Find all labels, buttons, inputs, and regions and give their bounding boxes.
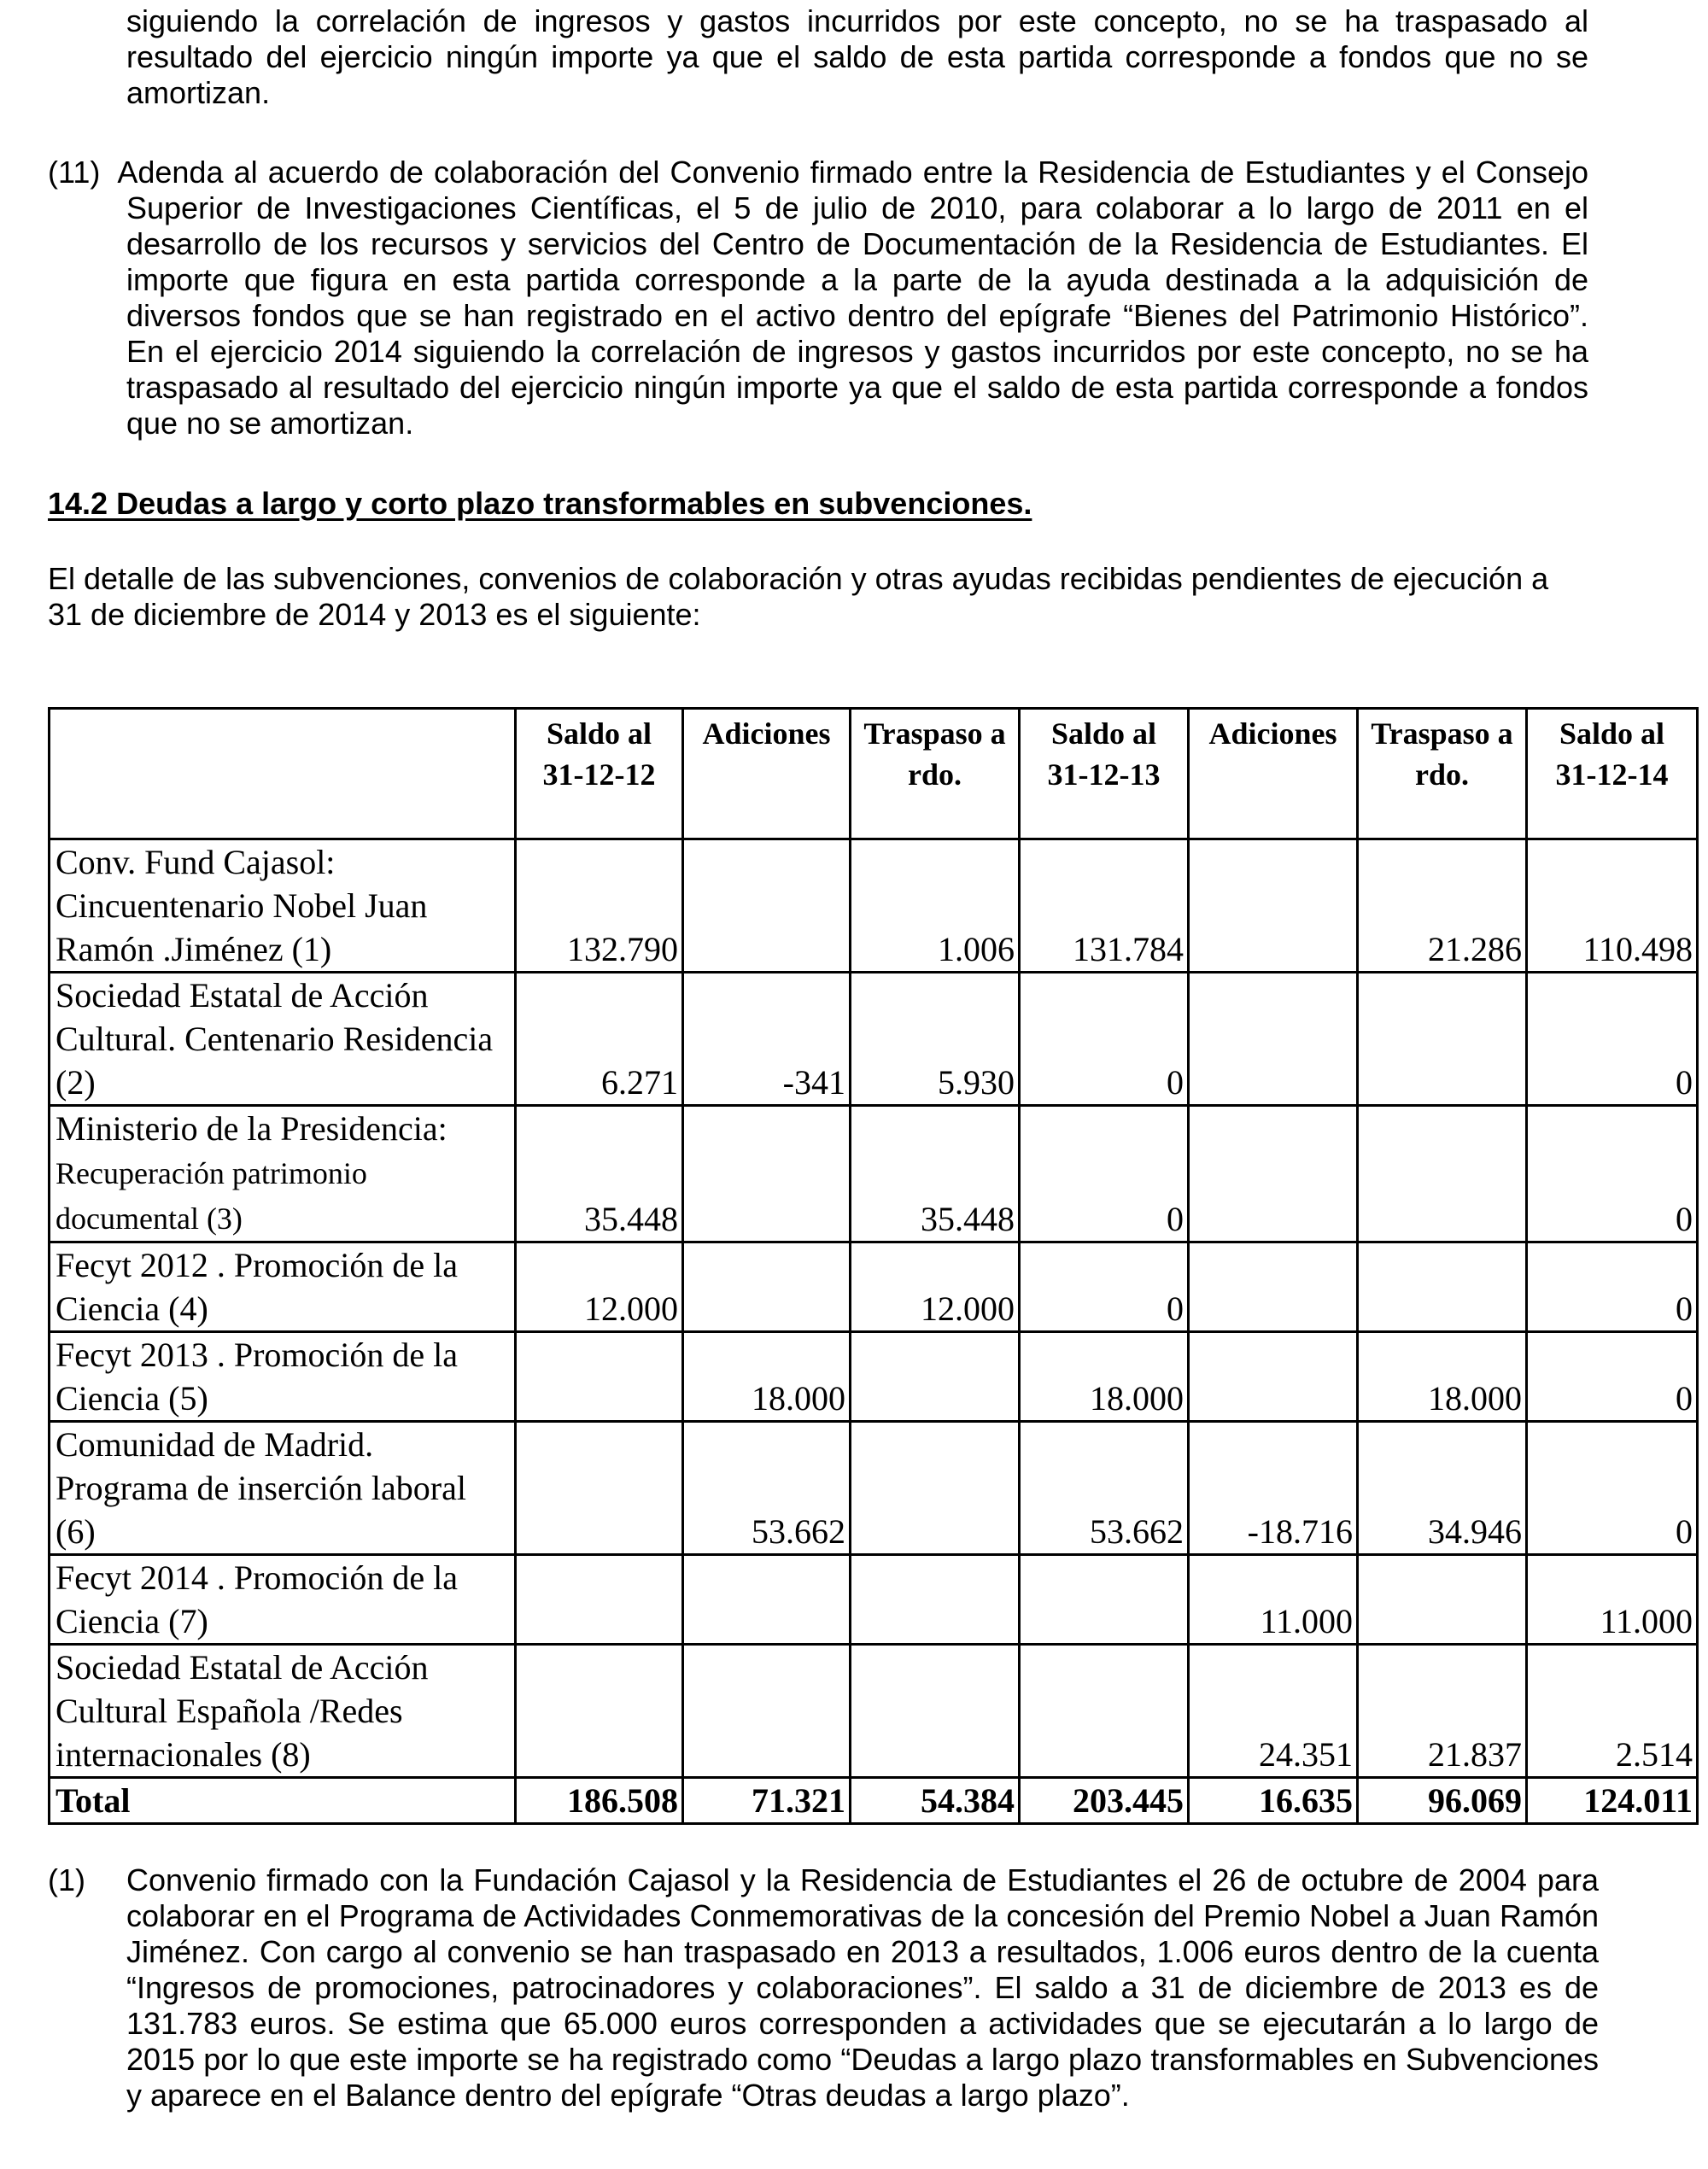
row-label-line: documental (3)	[56, 1201, 243, 1236]
value-cell	[683, 839, 851, 973]
note-11-text: Adenda al acuerdo de colaboración del Convenio firmado entre la Residencia de Estudiantes y el Consejo Superior de Investigaciones Científicas, el 5 de julio de 2010, para colaborar a lo largo de 2011 en el desarrollo de los recursos y servicios del Centro de Documentación de la Residencia de Estudiantes. El importe que figura en esta partida corresponde a la parte de la ayuda destinada a la adquisición de diversos fondos que se han registrado en el activo dentro del epígrafe “Bienes del Patrimonio Histórico”. En el ejercicio 2014 siguiendo la correlación de ingresos y gastos incurridos por este concepto, no se ha traspasado al resultado del ejercicio ningún importe ya que el saldo de esta partida corresponde a fondos que no se amortizan.	[117, 155, 1588, 441]
section-heading: 14.2 Deudas a largo y corto plazo transformables en subvenciones.	[48, 486, 1032, 521]
row-label-line: Fecyt 2014 . Promoción de la	[56, 1558, 459, 1597]
value-cell	[851, 1645, 1020, 1778]
row-label	[50, 839, 516, 973]
value-cell: 1.006	[851, 839, 1020, 973]
row-label-line: Ministerio de la Presidencia:	[56, 1109, 447, 1148]
row-label-line: Fecyt 2013 . Promoción de la	[56, 1336, 459, 1374]
note-11-marker: (11)	[48, 155, 101, 190]
table-row	[50, 973, 1698, 1106]
subsidies-table	[48, 707, 1699, 1825]
row-label-line: Ciencia (7)	[56, 1602, 208, 1640]
footnote-1	[48, 1862, 1599, 2113]
row-label	[50, 1332, 516, 1422]
header-saldo-31-12-12: Saldo al 31-12-12	[516, 709, 683, 839]
total-value-cell: 203.445	[1020, 1778, 1189, 1824]
value-cell	[1020, 1555, 1189, 1645]
row-label-line: Ciencia (4)	[56, 1289, 208, 1328]
row-label	[50, 1422, 516, 1555]
header-saldo-31-12-13: Saldo al 31-12-13	[1020, 709, 1189, 839]
table-row	[50, 1422, 1698, 1555]
value-cell: 132.790	[516, 839, 683, 973]
table-row	[50, 1332, 1698, 1422]
value-cell	[1189, 1242, 1358, 1332]
value-cell: 35.448	[851, 1106, 1020, 1242]
paragraph-continuation: siguiendo la correlación de ingresos y gastos incurridos por este concepto, no se ha traspasado al resultado del ejercicio ningún importe ya que el saldo de esta partida corresponde a fondos que no se amortizan.	[126, 3, 1588, 110]
value-cell: 0	[1527, 1106, 1698, 1242]
value-cell: 0	[1527, 1242, 1698, 1332]
value-cell: 6.271	[516, 973, 683, 1106]
row-label	[50, 1645, 516, 1778]
value-cell: 21.837	[1358, 1645, 1527, 1778]
row-label	[50, 1555, 516, 1645]
row-label-line: (2)	[56, 1063, 96, 1102]
table-row	[50, 1106, 1698, 1242]
value-cell: 21.286	[1358, 839, 1527, 973]
total-row	[50, 1778, 1698, 1824]
row-label-line: Comunidad de Madrid.	[56, 1425, 374, 1464]
value-cell: 34.946	[1358, 1422, 1527, 1555]
value-cell	[683, 1106, 851, 1242]
section-intro: El detalle de las subvenciones, convenios de colaboración y otras ayudas recibidas pendientes de ejecución a 31 de diciembre de 2014 y 2013 es el siguiente:	[48, 561, 1549, 632]
value-cell	[516, 1645, 683, 1778]
value-cell: 2.514	[1527, 1645, 1698, 1778]
value-cell: 131.784	[1020, 839, 1189, 973]
row-label-line: internacionales (8)	[56, 1735, 311, 1774]
value-cell	[516, 1555, 683, 1645]
value-cell: 11.000	[1189, 1555, 1358, 1645]
total-value-cell: 16.635	[1189, 1778, 1358, 1824]
value-cell	[1189, 1106, 1358, 1242]
total-value-cell: 124.011	[1527, 1778, 1698, 1824]
header-traspaso-2014: Traspaso a rdo.	[1358, 709, 1527, 839]
value-cell: 0	[1020, 973, 1189, 1106]
value-cell	[851, 1555, 1020, 1645]
value-cell: 12.000	[851, 1242, 1020, 1332]
row-label	[50, 973, 516, 1106]
value-cell: -341	[683, 973, 851, 1106]
row-label-line: Cultural. Centenario Residencia	[56, 1020, 494, 1058]
row-label-line: Ciencia (5)	[56, 1379, 208, 1418]
row-label-line: Sociedad Estatal de Acción	[56, 1648, 429, 1687]
row-label-line: Conv. Fund Cajasol:	[56, 843, 336, 881]
row-label	[50, 1242, 516, 1332]
value-cell: 0	[1020, 1242, 1189, 1332]
row-label	[50, 1106, 516, 1242]
value-cell: 12.000	[516, 1242, 683, 1332]
total-value-cell: 186.508	[516, 1778, 683, 1824]
value-cell: 53.662	[683, 1422, 851, 1555]
value-cell: 53.662	[1020, 1422, 1189, 1555]
value-cell	[1358, 1106, 1527, 1242]
table-row	[50, 1242, 1698, 1332]
table-row	[50, 1555, 1698, 1645]
value-cell	[851, 1422, 1020, 1555]
row-label-line: Cultural Española /Redes	[56, 1692, 403, 1730]
note-11	[48, 155, 1588, 441]
value-cell: 5.930	[851, 973, 1020, 1106]
total-label: Total	[50, 1778, 516, 1824]
value-cell	[1358, 973, 1527, 1106]
total-value-cell: 54.384	[851, 1778, 1020, 1824]
value-cell	[1358, 1242, 1527, 1332]
row-label-line: Sociedad Estatal de Acción	[56, 976, 429, 1014]
value-cell	[683, 1555, 851, 1645]
value-cell	[683, 1242, 851, 1332]
value-cell: 18.000	[683, 1332, 851, 1422]
header-adiciones-2014: Adiciones	[1189, 709, 1358, 839]
value-cell	[516, 1422, 683, 1555]
value-cell: 110.498	[1527, 839, 1698, 973]
row-label-line: (6)	[56, 1512, 96, 1551]
value-cell	[683, 1645, 851, 1778]
value-cell	[1189, 1332, 1358, 1422]
value-cell: 18.000	[1358, 1332, 1527, 1422]
value-cell	[1189, 973, 1358, 1106]
value-cell: 18.000	[1020, 1332, 1189, 1422]
row-label-line: Fecyt 2012 . Promoción de la	[56, 1246, 459, 1284]
table-row	[50, 1645, 1698, 1778]
footnote-1-marker: (1)	[48, 1862, 85, 1897]
header-adiciones-2013: Adiciones	[683, 709, 851, 839]
total-value-cell: 96.069	[1358, 1778, 1527, 1824]
note-11-body	[48, 155, 1588, 441]
value-cell: 11.000	[1527, 1555, 1698, 1645]
value-cell: 0	[1020, 1106, 1189, 1242]
value-cell: 0	[1527, 973, 1698, 1106]
value-cell: -18.716	[1189, 1422, 1358, 1555]
footnote-1-text: Convenio firmado con la Fundación Cajasol y la Residencia de Estudiantes el 26 de octubre de 2004 para colaborar en el Programa de Actividades Conmemorativas de la concesión del Premio Nobel a Juan Ramón Jiménez. Con cargo al convenio se han traspasado en 2013 a resultados, 1.006 euros dentro de la cuenta “Ingresos de promociones, patrocinadores y colaboraciones”. El saldo a 31 de diciembre de 2013 es de 131.783 euros. Se estima que 65.000 euros corresponden a actividades que se ejecutarán a lo largo de 2015 por lo que este importe se ha registrado como “Deudas a largo plazo transformables en Subvenciones y aparece en el Balance dentro del epígrafe “Otras deudas a largo plazo”.	[126, 1862, 1599, 2113]
table-row	[50, 839, 1698, 973]
header-saldo-31-12-14: Saldo al 31-12-14	[1527, 709, 1698, 839]
table-header-row	[50, 709, 1698, 839]
header-empty-cell	[50, 709, 516, 839]
row-label-line: Ramón .Jiménez (1)	[56, 930, 332, 968]
value-cell: 0	[1527, 1422, 1698, 1555]
value-cell	[1358, 1555, 1527, 1645]
value-cell	[1020, 1645, 1189, 1778]
row-label-line: Cincuentenario Nobel Juan	[56, 886, 428, 925]
row-label-line: Recuperación patrimonio	[56, 1156, 367, 1190]
value-cell	[851, 1332, 1020, 1422]
value-cell	[516, 1332, 683, 1422]
total-value-cell: 71.321	[683, 1778, 851, 1824]
header-traspaso-2013: Traspaso a rdo.	[851, 709, 1020, 839]
value-cell	[1189, 839, 1358, 973]
value-cell: 35.448	[516, 1106, 683, 1242]
row-label-line: Programa de inserción laboral	[56, 1469, 466, 1507]
value-cell: 24.351	[1189, 1645, 1358, 1778]
value-cell: 0	[1527, 1332, 1698, 1422]
